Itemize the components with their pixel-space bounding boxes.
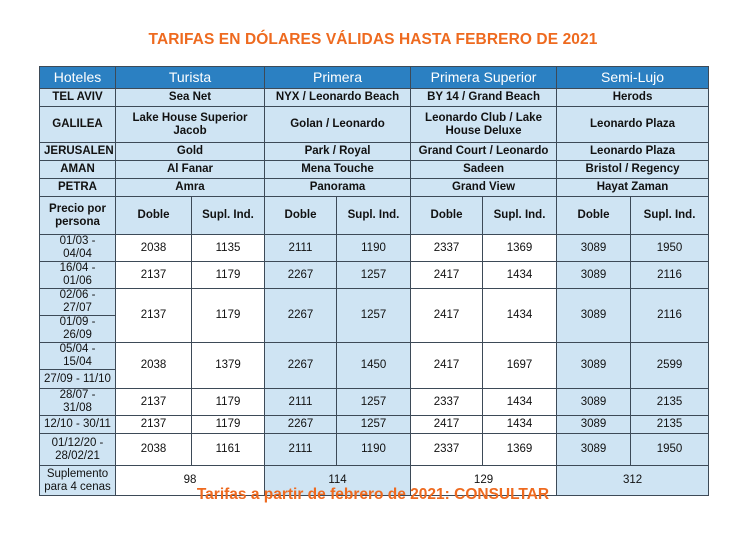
price-value: 1434 (483, 416, 557, 434)
doble-header: Doble (116, 197, 192, 235)
price-value: 3089 (557, 389, 631, 416)
price-row (40, 434, 709, 466)
doble-header: Doble (557, 197, 631, 235)
price-value: 3089 (557, 343, 631, 389)
supplement-label: Suplemento para 4 cenas (40, 466, 116, 496)
period-dates: 12/10 - 30/11 (40, 416, 116, 434)
supplement-value: 312 (557, 466, 709, 496)
price-value: 1450 (337, 343, 411, 389)
doble-header: Doble (411, 197, 483, 235)
price-row (40, 289, 709, 316)
rates-table (39, 66, 709, 496)
hotel-city: AMAN (40, 161, 116, 179)
price-value: 1179 (192, 262, 265, 289)
period-dates: 27/09 - 11/10 (40, 370, 116, 389)
price-row (40, 389, 709, 416)
price-value: 2267 (265, 289, 337, 343)
price-value: 1950 (631, 434, 709, 466)
hotel-name: Sea Net (116, 89, 265, 107)
supplement-value: 98 (116, 466, 265, 496)
price-value: 2267 (265, 343, 337, 389)
hotel-city: GALILEA (40, 107, 116, 143)
price-value: 1135 (192, 235, 265, 262)
hotel-name: Leonardo Plaza (557, 107, 709, 143)
price-value: 2417 (411, 416, 483, 434)
price-value: 2111 (265, 235, 337, 262)
hotel-row (40, 179, 709, 197)
price-value: 1434 (483, 289, 557, 343)
price-value: 1369 (483, 434, 557, 466)
header-hoteles: Hoteles (40, 67, 116, 89)
hotel-row (40, 143, 709, 161)
price-value: 1369 (483, 235, 557, 262)
price-value: 1257 (337, 416, 411, 434)
price-value: 2111 (265, 389, 337, 416)
price-value: 1179 (192, 389, 265, 416)
hotel-name: Mena Touche (265, 161, 411, 179)
price-value: 3089 (557, 289, 631, 343)
hotel-city: TEL AVIV (40, 89, 116, 107)
period-dates: 01/03 - 04/04 (40, 235, 116, 262)
price-value: 2116 (631, 262, 709, 289)
hotel-name: Hayat Zaman (557, 179, 709, 197)
header-row (40, 67, 709, 89)
price-value: 2038 (116, 434, 192, 466)
supplement-value: 129 (411, 466, 557, 496)
price-value: 2135 (631, 416, 709, 434)
price-value: 1179 (192, 289, 265, 343)
hotel-row (40, 107, 709, 143)
hotel-row (40, 161, 709, 179)
hotel-name: Bristol / Regency (557, 161, 709, 179)
header-category: Primera Superior (411, 67, 557, 89)
price-value: 3089 (557, 235, 631, 262)
price-value: 2267 (265, 262, 337, 289)
hotel-name: Grand Court / Leonardo (411, 143, 557, 161)
price-value: 1190 (337, 235, 411, 262)
price-value: 1257 (337, 289, 411, 343)
hotel-name: Herods (557, 89, 709, 107)
price-value: 1179 (192, 416, 265, 434)
price-value: 2111 (265, 434, 337, 466)
hotel-name: Panorama (265, 179, 411, 197)
header-category: Turista (116, 67, 265, 89)
price-value: 1434 (483, 262, 557, 289)
page-title: TARIFAS EN DÓLARES VÁLIDAS HASTA FEBRERO DE 2021 (148, 31, 598, 48)
price-row (40, 416, 709, 434)
price-value: 1379 (192, 343, 265, 389)
hotel-name: NYX / Leonardo Beach (265, 89, 411, 107)
period-dates: 01/12/20 - 28/02/21 (40, 434, 116, 466)
price-value: 1161 (192, 434, 265, 466)
header-category: Primera (265, 67, 411, 89)
hotel-name: Amra (116, 179, 265, 197)
price-row (40, 343, 709, 370)
hotel-city: PETRA (40, 179, 116, 197)
price-value: 3089 (557, 262, 631, 289)
footer-note: Tarifas a partir de febrero de 2021: CONSULTAR (196, 486, 550, 503)
price-value: 2337 (411, 235, 483, 262)
hotel-name: Leonardo Club / Lake House Deluxe (411, 107, 557, 143)
price-value: 2337 (411, 389, 483, 416)
price-value: 1257 (337, 389, 411, 416)
price-value: 2417 (411, 343, 483, 389)
hotel-name: Al Fanar (116, 161, 265, 179)
supl-header: Supl. Ind. (192, 197, 265, 235)
price-value: 1697 (483, 343, 557, 389)
doble-header: Doble (265, 197, 337, 235)
hotel-name: Lake House Superior Jacob (116, 107, 265, 143)
price-value: 2038 (116, 343, 192, 389)
price-row (40, 235, 709, 262)
price-value: 2267 (265, 416, 337, 434)
hotel-name: Grand View (411, 179, 557, 197)
supplement-value: 114 (265, 466, 411, 496)
supl-header: Supl. Ind. (337, 197, 411, 235)
hotel-row (40, 89, 709, 107)
price-value: 2135 (631, 389, 709, 416)
period-dates: 01/09 - 26/09 (40, 316, 116, 343)
period-dates: 05/04 - 15/04 (40, 343, 116, 370)
hotel-city: JERUSALEN (40, 143, 116, 161)
price-value: 2137 (116, 416, 192, 434)
period-dates: 16/04 - 01/06 (40, 262, 116, 289)
price-value: 2038 (116, 235, 192, 262)
price-header-row (40, 197, 709, 235)
price-value: 2137 (116, 262, 192, 289)
price-value: 2116 (631, 289, 709, 343)
price-value: 1950 (631, 235, 709, 262)
period-dates: 28/07 - 31/08 (40, 389, 116, 416)
hotel-name: Leonardo Plaza (557, 143, 709, 161)
header-category: Semi-Lujo (557, 67, 709, 89)
price-value: 1190 (337, 434, 411, 466)
price-per-person-label: Precio por persona (40, 197, 116, 235)
price-value: 2417 (411, 289, 483, 343)
hotel-name: Golan / Leonardo (265, 107, 411, 143)
price-value: 2417 (411, 262, 483, 289)
price-value: 3089 (557, 434, 631, 466)
price-value: 1434 (483, 389, 557, 416)
supl-header: Supl. Ind. (631, 197, 709, 235)
price-row (40, 262, 709, 289)
price-value: 2337 (411, 434, 483, 466)
price-value: 2137 (116, 289, 192, 343)
hotel-name: Park / Royal (265, 143, 411, 161)
price-value: 1257 (337, 262, 411, 289)
hotel-name: Sadeen (411, 161, 557, 179)
supl-header: Supl. Ind. (483, 197, 557, 235)
hotel-name: Gold (116, 143, 265, 161)
price-value: 2599 (631, 343, 709, 389)
hotel-name: BY 14 / Grand Beach (411, 89, 557, 107)
period-dates: 02/06 - 27/07 (40, 289, 116, 316)
price-value: 2137 (116, 389, 192, 416)
price-value: 3089 (557, 416, 631, 434)
